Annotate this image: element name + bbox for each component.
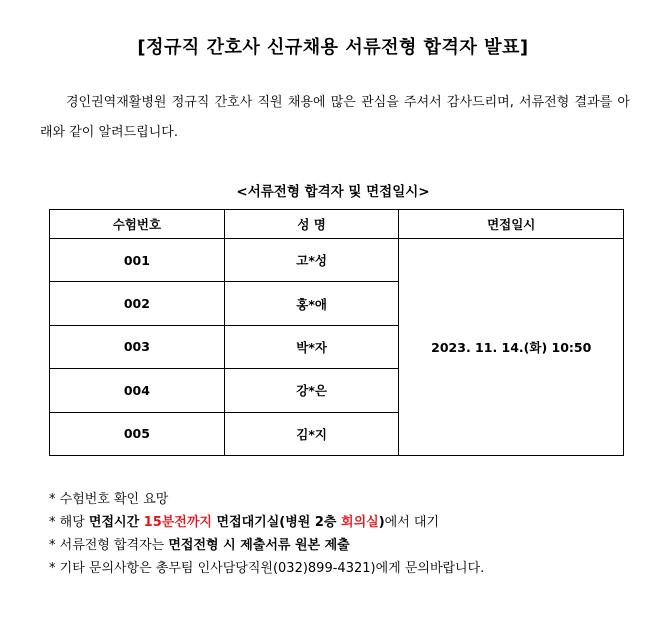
- note-check-exam-number: * 수험번호 확인 요망: [49, 492, 169, 507]
- cell-exam-number: 003: [50, 325, 225, 368]
- note-original-documents: [49, 534, 649, 557]
- cell-exam-number: 002: [50, 282, 225, 325]
- header-name: 성 명: [224, 210, 399, 239]
- note-text: * 서류전형 합격자는: [49, 538, 169, 553]
- note-emphasis: 면접대기실(병원 2층: [211, 515, 342, 530]
- cell-exam-number: 001: [50, 239, 225, 282]
- page-title: [정규직 간호사 신규채용 서류전형 합격자 발표]: [137, 37, 529, 58]
- table-header-row: [50, 210, 624, 239]
- note-emphasis: 면접시간: [88, 515, 144, 530]
- result-table: [49, 209, 624, 456]
- note-emphasis: ): [378, 515, 385, 530]
- intro-paragraph: 경인권역재활병원 정규직 간호사 직원 채용에 많은 관심을 주셔서 감사드리며, 서류전형 결과를 아래와 같이 알려드립니다.: [40, 95, 630, 140]
- cell-name: 박*자: [224, 325, 399, 368]
- note-text: 에서 대기: [384, 515, 440, 530]
- note-highlight-time: 15분전까지: [143, 515, 212, 530]
- cell-name: 강*은: [224, 369, 399, 412]
- cell-exam-number: 004: [50, 369, 225, 412]
- note-contact: * 기타 문의사항은 총무팀 인사담당직원(032)899-4321)에게 문의바랍니다.: [49, 561, 485, 576]
- cell-name: 김*지: [224, 412, 399, 455]
- note-waiting-room: [49, 511, 649, 534]
- table-row: [50, 239, 624, 282]
- note-text: * 해당: [49, 515, 89, 530]
- header-exam-number: 수험번호: [50, 210, 225, 239]
- cell-interview-datetime: 2023. 11. 14.(화) 10:50: [399, 239, 624, 456]
- notes-list: [49, 488, 649, 580]
- cell-exam-number: 005: [50, 412, 225, 455]
- cell-name: 홍*애: [224, 282, 399, 325]
- note-highlight-room: 회의실: [341, 515, 379, 530]
- header-interview-datetime: 면접일시: [399, 210, 624, 239]
- cell-name: 고*성: [224, 239, 399, 282]
- note-emphasis: 면접전형 시 제출서류 원본 제출: [168, 538, 350, 553]
- section-title: <서류전형 합격자 및 면접일시>: [236, 184, 430, 200]
